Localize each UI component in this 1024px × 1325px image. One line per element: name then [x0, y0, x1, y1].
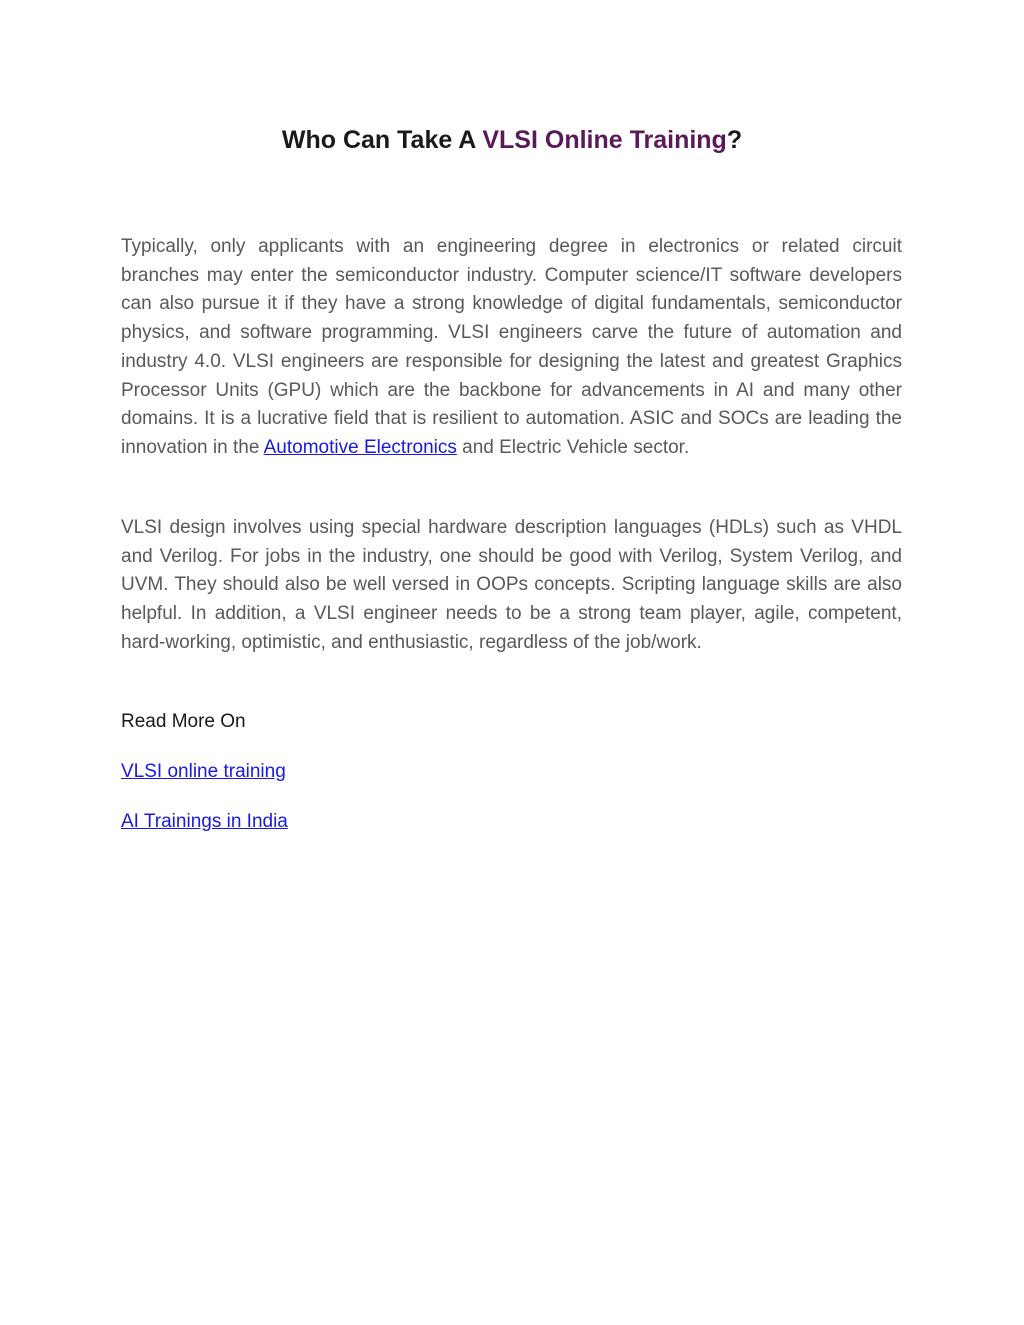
paragraph-intro-tail: and Electric Vehicle sector.: [456, 436, 690, 458]
ai-trainings-india-link[interactable]: AI Trainings in India: [121, 811, 288, 832]
paragraph-intro-text: Typically, only applicants with an engineering degree in electronics or related circuit branches may enter the semiconductor industry. Computer science/IT software developers can also pursue it if they have a strong knowledge of digital fundamentals, semiconductor physics, and software programming. VLSI engineers carve the future of automation and industry 4.0. VLSI engineers are responsible for designing the latest and greatest Graphics Processor Units (GPU) which are the backbone for advancements in AI and many other domains. It is a lucrative field that is resilient to automation. ASIC and SOCs are leading the innovation in the: [121, 236, 902, 458]
title-prefix: Who Can Take A: [281, 126, 483, 154]
paragraph-vlsi-design: VLSI design involves using special hardware description languages (HDLs) such as VHDL and Verilog. For jobs in the industry, one should be good with Verilog, System Verilog, and UVM. They should also be well versed in OOPs concepts. Scripting language skills are also helpful. In addition, a VLSI engineer needs to be a strong team player, agile, competent, hard-working, optimistic, and enthusiastic, regardless of the job/work.: [121, 517, 902, 653]
vlsi-online-training-link[interactable]: VLSI online training: [121, 761, 286, 782]
link-row-vlsi: [121, 758, 286, 786]
read-more-label: Read More On: [121, 711, 246, 732]
paragraph-intro: [121, 233, 902, 463]
title-accent: VLSI Online Training: [482, 126, 727, 154]
page-title: [0, 122, 1024, 158]
title-suffix: ?: [726, 126, 743, 154]
link-row-ai: [121, 808, 288, 836]
automotive-electronics-link[interactable]: Automotive Electronics: [263, 436, 457, 458]
